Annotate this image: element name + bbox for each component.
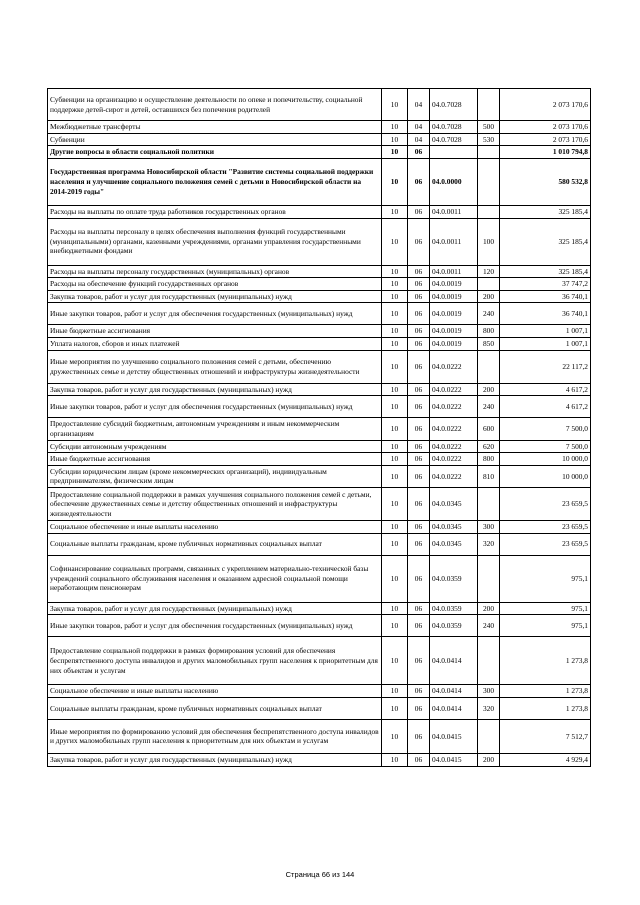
target-article-code: 04.0.0415 (430, 719, 478, 753)
row-name: Другие вопросы в области социальной политики (48, 146, 382, 159)
row-name: Межбюджетные трансферты (48, 121, 382, 134)
table-row (48, 205, 591, 218)
expense-type-code: 120 (478, 265, 500, 278)
subsection-code: 06 (408, 290, 430, 303)
target-article-code: 04.0.0019 (430, 303, 478, 325)
amount: 325 185,4 (500, 265, 591, 278)
table-row (48, 719, 591, 753)
row-name: Расходы на выплаты персоналу в целях обеспечения выполнения функций государственными (муниципальными) органами, казенными учреждениями, органами управления государственными внебюджетными фондами (48, 218, 382, 265)
target-article-code: 04.0.0345 (430, 521, 478, 534)
expense-type-code: 200 (478, 753, 500, 766)
subsection-code: 06 (408, 615, 430, 637)
target-article-code: 04.0.0414 (430, 637, 478, 685)
table-row (48, 89, 591, 121)
expense-type-code (478, 637, 500, 685)
subsection-code: 06 (408, 303, 430, 325)
section-code: 10 (382, 383, 408, 396)
subsection-code: 06 (408, 697, 430, 719)
table-row (48, 465, 591, 487)
subsection-code: 06 (408, 555, 430, 602)
subsection-code: 04 (408, 133, 430, 146)
subsection-code: 06 (408, 265, 430, 278)
subsection-code: 06 (408, 158, 430, 205)
section-code: 10 (382, 685, 408, 698)
row-name: Иные мероприятия по улучшению социального положения семей с детьми, обеспечению дружественных семье и детству общественных отношений и инфраструктуры жизнедеятельности (48, 350, 382, 383)
expense-type-code: 200 (478, 602, 500, 615)
subsection-code: 06 (408, 453, 430, 466)
subsection-code: 06 (408, 719, 430, 753)
section-code: 10 (382, 488, 408, 521)
amount: 1 007,1 (500, 338, 591, 351)
expense-type-code (478, 350, 500, 383)
page-footer: Страница 66 из 144 (285, 870, 355, 879)
expense-type-code: 850 (478, 338, 500, 351)
amount: 325 185,4 (500, 218, 591, 265)
amount: 2 073 170,6 (500, 133, 591, 146)
expense-type-code: 100 (478, 218, 500, 265)
row-name: Социальное обеспечение и иные выплаты населению (48, 521, 382, 534)
section-code: 10 (382, 121, 408, 134)
budget-table (47, 88, 591, 767)
target-article-code: 04.0.0359 (430, 615, 478, 637)
expense-type-code: 300 (478, 521, 500, 534)
amount: 23 659,5 (500, 488, 591, 521)
row-name: Софинансирование социальных программ, связанных с укреплением материально-технической базы учреждений социального обслуживания населения и оказанием адресной социальной помощи неработающим пенсионерам (48, 555, 382, 602)
target-article-code: 04.0.7028 (430, 133, 478, 146)
subsection-code: 06 (408, 465, 430, 487)
row-name: Предоставление субсидий бюджетным, автономным учреждениям и иным некоммерческим организациям (48, 418, 382, 440)
expense-type-code: 240 (478, 303, 500, 325)
subsection-code: 06 (408, 685, 430, 698)
expense-type-code (478, 205, 500, 218)
section-code: 10 (382, 338, 408, 351)
expense-type-code (478, 719, 500, 753)
target-article-code: 04.0.7028 (430, 121, 478, 134)
target-article-code: 04.0.0011 (430, 265, 478, 278)
row-name: Расходы на выплаты по оплате труда работников государственных органов (48, 205, 382, 218)
expense-type-code: 800 (478, 325, 500, 338)
expense-type-code: 530 (478, 133, 500, 146)
target-article-code: 04.0.0011 (430, 205, 478, 218)
table-row (48, 146, 591, 159)
row-name: Иные закупки товаров, работ и услуг для обеспечения государственных (муниципальных) нужд (48, 303, 382, 325)
expense-type-code: 240 (478, 615, 500, 637)
expense-type-code: 320 (478, 533, 500, 555)
row-name: Закупка товаров, работ и услуг для государственных (муниципальных) нужд (48, 383, 382, 396)
subsection-code: 06 (408, 753, 430, 766)
section-code: 10 (382, 753, 408, 766)
section-code: 10 (382, 465, 408, 487)
table-row (48, 555, 591, 602)
table-row (48, 615, 591, 637)
target-article-code: 04.0.0414 (430, 697, 478, 719)
row-name: Субвенции (48, 133, 382, 146)
section-code: 10 (382, 521, 408, 534)
table-row (48, 278, 591, 291)
expense-type-code (478, 278, 500, 291)
row-name: Иные закупки товаров, работ и услуг для обеспечения государственных (муниципальных) нужд (48, 396, 382, 418)
target-article-code: 04.0.0019 (430, 278, 478, 291)
target-article-code: 04.0.0222 (430, 383, 478, 396)
table-row (48, 697, 591, 719)
subsection-code: 06 (408, 383, 430, 396)
expense-type-code (478, 488, 500, 521)
target-article-code: 04.0.0359 (430, 602, 478, 615)
table-row (48, 753, 591, 766)
amount: 36 740,1 (500, 290, 591, 303)
section-code: 10 (382, 453, 408, 466)
expense-type-code: 200 (478, 383, 500, 396)
expense-type-code: 810 (478, 465, 500, 487)
row-name: Расходы на выплаты персоналу государственных (муниципальных) органов (48, 265, 382, 278)
amount: 10 000,0 (500, 453, 591, 466)
row-name: Иные закупки товаров, работ и услуг для обеспечения государственных (муниципальных) нужд (48, 615, 382, 637)
table-row (48, 158, 591, 205)
section-code: 10 (382, 602, 408, 615)
table-row (48, 533, 591, 555)
table-row (48, 685, 591, 698)
expense-type-code: 620 (478, 440, 500, 453)
table-row (48, 383, 591, 396)
table-row (48, 396, 591, 418)
row-name: Предоставление социальной поддержки в рамках улучшения социального положения семей с детьми, обеспечение дружественных семье и детству общественных отношений и инфраструктуры жизнедеятельности (48, 488, 382, 521)
table-row (48, 350, 591, 383)
subsection-code: 06 (408, 533, 430, 555)
subsection-code: 06 (408, 278, 430, 291)
amount: 1 273,8 (500, 637, 591, 685)
subsection-code: 04 (408, 89, 430, 121)
row-name: Социальное обеспечение и иные выплаты населению (48, 685, 382, 698)
target-article-code: 04.0.0222 (430, 418, 478, 440)
table-row (48, 338, 591, 351)
subsection-code: 06 (408, 418, 430, 440)
target-article-code: 04.0.0222 (430, 350, 478, 383)
target-article-code: 04.0.0019 (430, 290, 478, 303)
section-code: 10 (382, 615, 408, 637)
section-code: 10 (382, 218, 408, 265)
expense-type-code (478, 146, 500, 159)
row-name: Закупка товаров, работ и услуг для государственных (муниципальных) нужд (48, 602, 382, 615)
subsection-code: 06 (408, 350, 430, 383)
expense-type-code (478, 158, 500, 205)
section-code: 10 (382, 719, 408, 753)
subsection-code: 06 (408, 488, 430, 521)
target-article-code: 04.0.0222 (430, 453, 478, 466)
table-row (48, 290, 591, 303)
subsection-code: 06 (408, 602, 430, 615)
section-code: 10 (382, 555, 408, 602)
amount: 4 617,2 (500, 396, 591, 418)
table-row (48, 521, 591, 534)
row-name: Субсидии юридическим лицам (кроме некоммерческих организаций), индивидуальным предпринимателям, физическим лицам (48, 465, 382, 487)
section-code: 10 (382, 350, 408, 383)
row-name: Государственная программа Новосибирской области "Развитие системы социальной поддержки населения и улучшение социального положения семей с детьми в Новосибирской области на 2014-2019 годы" (48, 158, 382, 205)
row-name: Субсидии автономным учреждениям (48, 440, 382, 453)
amount: 1 273,8 (500, 697, 591, 719)
section-code: 10 (382, 533, 408, 555)
section-code: 10 (382, 133, 408, 146)
target-article-code: 04.0.0222 (430, 440, 478, 453)
expense-type-code: 600 (478, 418, 500, 440)
amount: 580 532,8 (500, 158, 591, 205)
table-row (48, 453, 591, 466)
expense-type-code (478, 89, 500, 121)
target-article-code: 04.0.0345 (430, 488, 478, 521)
target-article-code: 04.0.0345 (430, 533, 478, 555)
amount: 975,1 (500, 615, 591, 637)
amount: 1 007,1 (500, 325, 591, 338)
row-name: Предоставление социальной поддержки в рамках формирования условий для обеспечения беспрепятственного доступа инвалидов и других маломобильных групп населения к приоритетным для них объектам и услугам (48, 637, 382, 685)
subsection-code: 04 (408, 121, 430, 134)
target-article-code: 04.0.7028 (430, 89, 478, 121)
section-code: 10 (382, 325, 408, 338)
section-code: 10 (382, 158, 408, 205)
section-code: 10 (382, 278, 408, 291)
amount: 10 000,0 (500, 465, 591, 487)
expense-type-code (478, 555, 500, 602)
table-row (48, 303, 591, 325)
subsection-code: 06 (408, 325, 430, 338)
expense-type-code: 800 (478, 453, 500, 466)
section-code: 10 (382, 290, 408, 303)
table-row (48, 133, 591, 146)
amount: 37 747,2 (500, 278, 591, 291)
target-article-code: 04.0.0222 (430, 465, 478, 487)
row-name: Уплата налогов, сборов и иных платежей (48, 338, 382, 351)
section-code: 10 (382, 146, 408, 159)
amount: 1 010 794,8 (500, 146, 591, 159)
section-code: 10 (382, 637, 408, 685)
amount: 2 073 170,6 (500, 89, 591, 121)
subsection-code: 06 (408, 205, 430, 218)
subsection-code: 06 (408, 396, 430, 418)
table-row (48, 218, 591, 265)
amount: 7 500,0 (500, 418, 591, 440)
section-code: 10 (382, 303, 408, 325)
table-row (48, 488, 591, 521)
row-name: Закупка товаров, работ и услуг для государственных (муниципальных) нужд (48, 753, 382, 766)
subsection-code: 06 (408, 521, 430, 534)
section-code: 10 (382, 205, 408, 218)
amount: 7 512,7 (500, 719, 591, 753)
amount: 2 073 170,6 (500, 121, 591, 134)
target-article-code: 04.0.0011 (430, 218, 478, 265)
amount: 23 659,5 (500, 521, 591, 534)
section-code: 10 (382, 396, 408, 418)
subsection-code: 06 (408, 218, 430, 265)
subsection-code: 06 (408, 338, 430, 351)
subsection-code: 06 (408, 637, 430, 685)
amount: 1 273,8 (500, 685, 591, 698)
section-code: 10 (382, 89, 408, 121)
table-row (48, 440, 591, 453)
amount: 325 185,4 (500, 205, 591, 218)
target-article-code: 04.0.0019 (430, 338, 478, 351)
target-article-code: 04.0.0415 (430, 753, 478, 766)
expense-type-code: 320 (478, 697, 500, 719)
amount: 4 929,4 (500, 753, 591, 766)
row-name: Иные бюджетные ассигнования (48, 325, 382, 338)
row-name: Иные бюджетные ассигнования (48, 453, 382, 466)
subsection-code: 06 (408, 440, 430, 453)
target-article-code: 04.0.0019 (430, 325, 478, 338)
expense-type-code: 300 (478, 685, 500, 698)
section-code: 10 (382, 265, 408, 278)
amount: 4 617,2 (500, 383, 591, 396)
table-row (48, 325, 591, 338)
amount: 975,1 (500, 555, 591, 602)
table-row (48, 121, 591, 134)
section-code: 10 (382, 418, 408, 440)
row-name: Расходы на обеспечение функций государственных органов (48, 278, 382, 291)
target-article-code: 04.0.0222 (430, 396, 478, 418)
amount: 975,1 (500, 602, 591, 615)
subsection-code: 06 (408, 146, 430, 159)
row-name: Иные мероприятия по формированию условий для обеспечения беспрепятственного доступа инвалидов и других маломобильных групп населения к приоритетным для них объектам и услугам (48, 719, 382, 753)
row-name: Социальные выплаты гражданам, кроме публичных нормативных социальных выплат (48, 533, 382, 555)
target-article-code (430, 146, 478, 159)
expense-type-code: 200 (478, 290, 500, 303)
amount: 36 740,1 (500, 303, 591, 325)
section-code: 10 (382, 440, 408, 453)
target-article-code: 04.0.0359 (430, 555, 478, 602)
table-row (48, 265, 591, 278)
target-article-code: 04.0.0000 (430, 158, 478, 205)
row-name: Субвенции на организацию и осуществление деятельности по опеке и попечительству, социальной поддержке детей-сирот и детей, оставшихся без попечения родителей (48, 89, 382, 121)
amount: 22 117,2 (500, 350, 591, 383)
row-name: Социальные выплаты гражданам, кроме публичных нормативных социальных выплат (48, 697, 382, 719)
table-row (48, 602, 591, 615)
amount: 7 500,0 (500, 440, 591, 453)
expense-type-code: 500 (478, 121, 500, 134)
table-row (48, 637, 591, 685)
target-article-code: 04.0.0414 (430, 685, 478, 698)
table-row (48, 418, 591, 440)
budget-table-body (48, 89, 591, 767)
row-name: Закупка товаров, работ и услуг для государственных (муниципальных) нужд (48, 290, 382, 303)
amount: 23 659,5 (500, 533, 591, 555)
section-code: 10 (382, 697, 408, 719)
expense-type-code: 240 (478, 396, 500, 418)
